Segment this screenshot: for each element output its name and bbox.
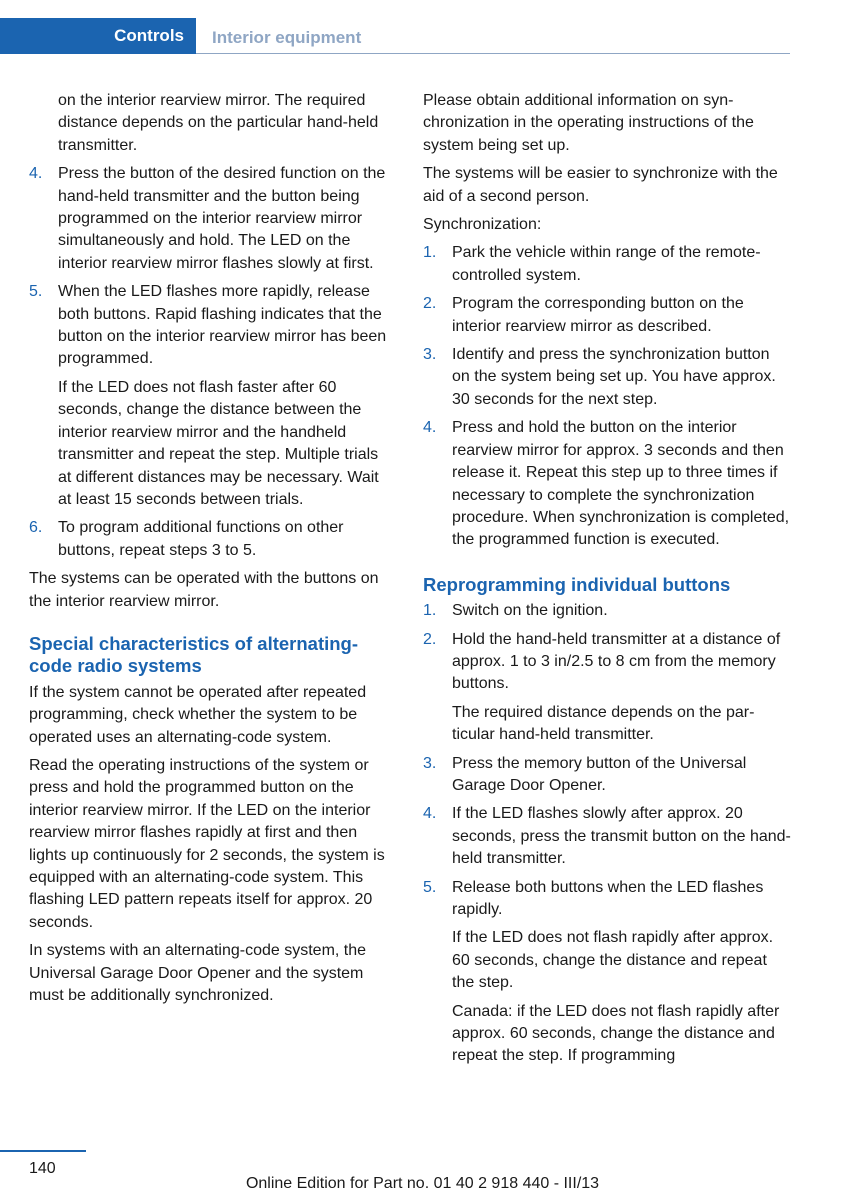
step-number: 2. [423, 630, 437, 648]
right-column [423, 90, 791, 1074]
step-text: Press the memory button of the Universal Garage Door Opener. [452, 754, 747, 794]
step-text: Press and hold the button on the interior rearview mirror for approx. 3 seconds and then release it. Repeat this step up to three times if necessary to complete the synchronization procedure. When synchronization is completed, the programmed function is executed. [452, 419, 790, 549]
paragraph: Please obtain additional information on synchronization in the operating instructions of the system being set up. [423, 92, 754, 154]
list-item [423, 293, 791, 338]
step3-continuation: on the interior rearview mirror. The required distance depends on the particular hand-held transmitter. [58, 92, 379, 154]
section-heading: Special characteristics of alternating-code radio systems [29, 632, 359, 677]
header-section-label: Controls [114, 26, 184, 45]
list-item [423, 344, 791, 411]
list-item [29, 517, 395, 562]
step-note: If the LED does not flash faster after 60 seconds, change the distance between the interior rearview mirror and the handheld transmitter and repeat the step. Multiple trials at different distances may be necessary. Wait at least 15 seconds between trials. [58, 378, 379, 508]
step-note: If the LED does not flash rapidly after approx. 60 seconds, change the distance and repeat the step. [452, 929, 774, 992]
step-number: 3. [423, 346, 437, 364]
step-note: Canada: if the LED does not flash rapidly after approx. 60 seconds, change the distance and repeat the step. If programming [452, 1002, 780, 1065]
step-text: If the LED flashes slowly after approx. 20 seconds, press the transmit button on the hand-held transmitter. [452, 805, 791, 868]
step-number: 4. [423, 805, 437, 823]
step-text: Park the vehicle within range of the remote-controlled system. [452, 244, 761, 284]
list-item [29, 281, 395, 371]
section-heading: Reprogramming individual buttons [423, 573, 731, 595]
step-number: 1. [423, 602, 437, 620]
paragraph: Synchronization: [423, 216, 542, 234]
list-item [423, 629, 791, 696]
paragraph: The systems can be operated with the buttons on the interior rearview mirror. [29, 570, 379, 610]
list-item [423, 242, 791, 287]
step-text: Switch on the ignition. [452, 602, 608, 620]
step-number: 1. [423, 244, 437, 262]
header-subsection-label: Interior equipment [212, 28, 362, 47]
step-text: To program additional functions on other buttons, repeat steps 3 to 5. [58, 519, 344, 559]
step-number: 2. [423, 295, 437, 313]
step-text: Hold the hand-held transmitter at a distance of approx. 1 to 3 in/2.5 to 8 cm from the memory buttons. [452, 630, 781, 693]
header-divider [196, 53, 790, 54]
step-text: Press the button of the desired function on the hand-held transmitter and the button being programmed on the interior rearview mirror simultaneously and hold. The LED on the interior rearview mirror flashes slowly at first. [58, 165, 386, 272]
step-text: Program the corresponding button on the interior rearview mirror as described. [452, 295, 744, 335]
paragraph: In systems with an alternating-code system, the Universal Garage Door Opener and the system must be additionally synchronized. [29, 942, 367, 1005]
list-item [423, 600, 791, 622]
step-number: 3. [423, 754, 437, 772]
edition-footer: Online Edition for Part no. 01 40 2 918 440 - III/13 [245, 1175, 600, 1192]
list-item [29, 163, 395, 275]
step-number: 4. [29, 165, 43, 183]
step-text: Release both buttons when the LED flashes rapidly. [452, 878, 764, 918]
paragraph: Read the operating instructions of the system or press and hold the programmed button on the interior rearview mirror. If the LED on the interior rearview mirror flashes rapidly at first and then lights up continuously for 2 seconds, the system is equipped with an alternating-code system. This flashing LED pattern repeats itself for approx. 20 seconds. [29, 756, 385, 931]
step-text: Identify and press the synchronization button on the system being set up. You have approx. 30 seconds for the next step. [452, 346, 776, 408]
page-number-rule [0, 1150, 86, 1152]
step-number: 4. [423, 419, 437, 437]
step-note: The required distance depends on the particular hand-held transmitter. [452, 703, 755, 744]
list-item [423, 877, 791, 922]
step-number: 5. [29, 283, 43, 301]
list-item [423, 417, 791, 551]
step-text: When the LED flashes more rapidly, release both buttons. Rapid flashing indicates that the button on the interior rearview mirror has been programmed. [58, 283, 387, 368]
paragraph: The systems will be easier to synchronize with the aid of a second person. [423, 165, 778, 205]
paragraph: If the system cannot be operated after repeated programming, check whether the system to be operated uses an alternating-code system. [29, 683, 367, 746]
header-section-tab [0, 18, 196, 54]
list-item [423, 803, 791, 870]
list-item [423, 753, 791, 798]
step-number: 5. [423, 878, 437, 896]
page-number: 140 [29, 1160, 56, 1177]
left-column [29, 90, 395, 1013]
step-number: 6. [29, 519, 43, 537]
